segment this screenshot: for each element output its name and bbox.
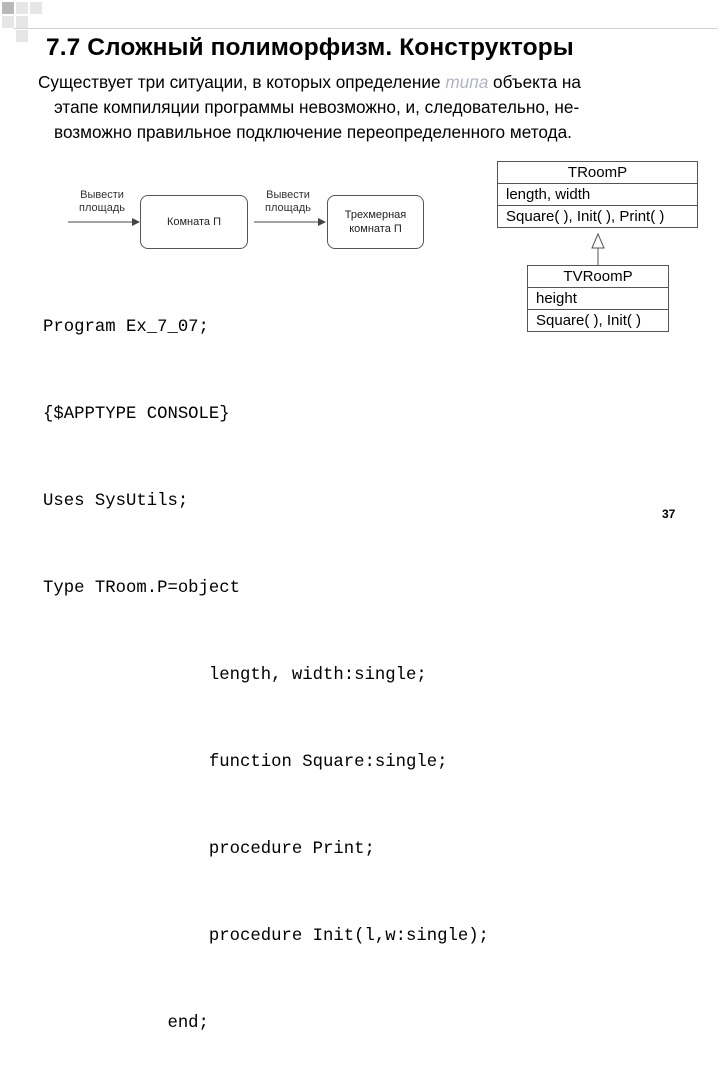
code-line: end; xyxy=(43,1014,209,1033)
flow-node-text: Трехмерная xyxy=(344,209,407,221)
decor-square xyxy=(16,30,28,42)
uml-class-methods: Square( ), Init( ), Print( ) xyxy=(498,205,697,227)
flow-label-2 xyxy=(252,189,324,215)
flow-node-text: комната П xyxy=(349,223,402,235)
uml-class-fields: length, width xyxy=(498,183,697,205)
paragraph-line-2: этапе компиляции программы невозможно, и, следовательно, не- xyxy=(54,97,580,117)
intro-paragraph xyxy=(38,70,718,145)
uml-class-name: TVRoomP xyxy=(563,268,633,285)
paragraph-text: Существует три ситуации, в которых определение xyxy=(38,72,446,92)
code-line: {$APPTYPE CONSOLE} xyxy=(43,405,230,424)
flow-label-text: Вывести xyxy=(80,189,124,201)
code-line: procedure Init(l,w:single); xyxy=(43,927,489,946)
paragraph-line-1 xyxy=(38,70,718,95)
code-line: function Square:single; xyxy=(43,753,448,772)
page-number: 37 xyxy=(662,507,676,521)
code-listing xyxy=(43,255,489,1067)
inheritance-arrowhead xyxy=(592,234,604,248)
flow-label-text: Вывести xyxy=(266,189,310,201)
decor-square xyxy=(16,16,28,28)
uml-class-fields: height xyxy=(528,287,668,309)
uml-class-name: TRoomP xyxy=(567,164,628,181)
code-line: length, width:single; xyxy=(43,666,427,685)
uml-class-tvroomp xyxy=(527,265,669,332)
decor-square xyxy=(30,2,42,14)
decor-square xyxy=(2,16,14,28)
flow-node-3d-room xyxy=(327,195,424,249)
code-line: Program Ex_7_07; xyxy=(43,318,209,337)
title-divider-line xyxy=(14,28,718,29)
flow-label-1 xyxy=(66,189,138,215)
flow-node-room xyxy=(140,195,248,249)
code-line: Uses SysUtils; xyxy=(43,492,189,511)
uml-class-methods: Square( ), Init( ) xyxy=(528,309,668,331)
paragraph-line-3: возможно правильное подключение переопределенного метода. xyxy=(54,122,572,142)
flow-label-text: площадь xyxy=(79,202,125,214)
code-line: procedure Print; xyxy=(43,840,375,859)
code-line: Type TRoom.P=object xyxy=(43,579,241,598)
uml-class-troomp xyxy=(497,161,698,228)
faded-word: типа xyxy=(445,72,489,92)
flow-node-text: Комната П xyxy=(166,216,222,228)
page-title: 7.7 Сложный полиморфизм. Конструкторы xyxy=(46,34,574,61)
decor-square xyxy=(2,2,14,14)
flow-label-text: площадь xyxy=(265,202,311,214)
decor-square xyxy=(16,2,28,14)
paragraph-text: объекта на xyxy=(488,72,581,92)
